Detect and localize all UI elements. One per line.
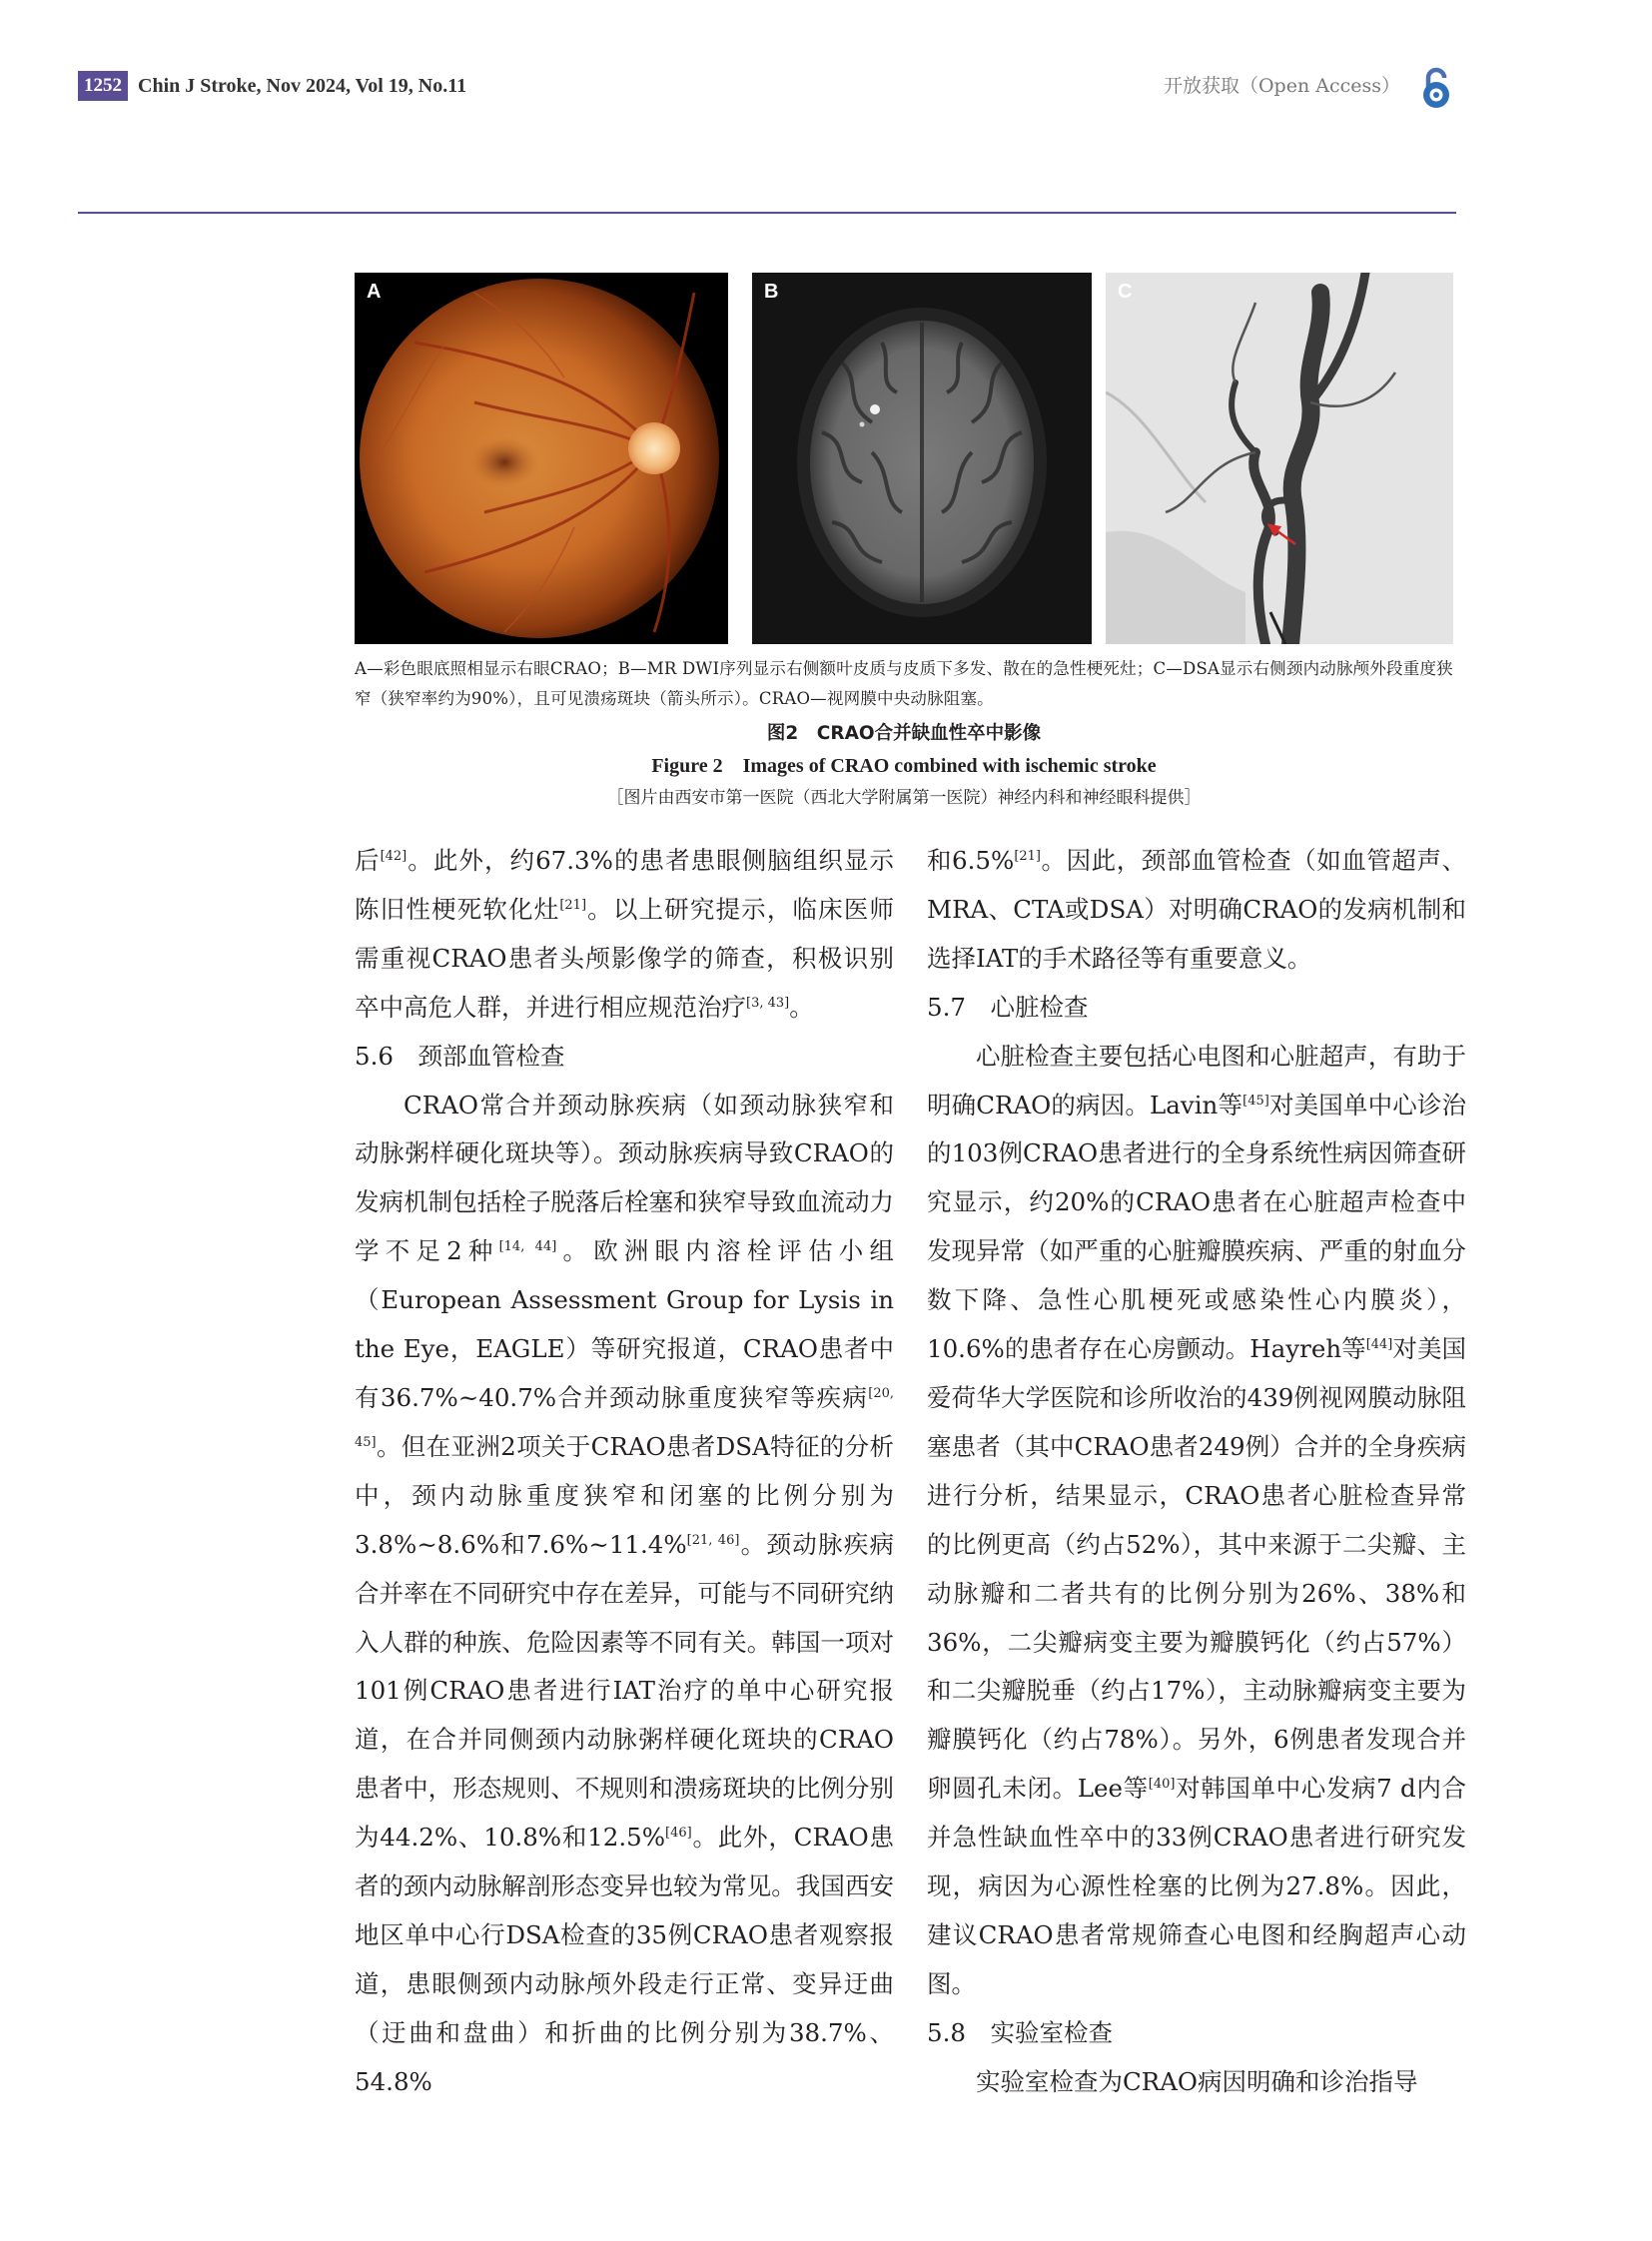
citation: [42] bbox=[380, 849, 408, 864]
paragraph: 后[42]。此外，约67.3%的患者患眼侧脑组织显示陈旧性梗死软化灶[21]。以上研究提示，临床医师需重视CRAO患者头颅影像学的筛查，积极识别卒中高危人群，并进行相应规范治疗[3, 43]。 bbox=[355, 846, 895, 1022]
citation: [20, 45] bbox=[355, 1385, 894, 1450]
paragraph: CRAO常合并颈动脉疾病（如颈动脉狭窄和动脉粥样硬化斑块等）。颈动脉疾病导致CRAO的发病机制包括栓子脱落后栓塞和狭窄导致血流动力学不足2种[14, 44]。欧洲眼内溶栓评估小组（European Assessment Group for Lysis in the Eye，EAGLE）等研究报道，CRAO患者中有36.7%~40.7%合并颈动脉重度狭窄等疾病[20, 45]。但在亚洲2项关于CRAO患者DSA特征的分析中，颈内动脉重度狭窄和闭塞的比例分别为3.8%~8.6%和7.6%~11.4%[21, 46]。颈动脉疾病合并率在不同研究中存在差异，可能与不同研究纳入人群的种族、危险因素等不同有关。韩国一项对101例CRAO患者进行IAT治疗的单中心研究报道，在合并同侧颈内动脉粥样硬化斑块的CRAO患者中，形态规则、不规则和溃疡斑块的比例分别为44.2%、10.8%和12.5%[46]。此外，CRAO患者的颈内动脉解剖形态变异也较为常见。我国西安地区单中心行DSA检查的35例CRAO患者观察报道，患眼侧颈内动脉颅外段走行正常、变异迂曲（迂曲和盘曲）和折曲的比例分别为38.7%、54.8% bbox=[355, 1090, 895, 2096]
citation: [45] bbox=[1242, 1093, 1269, 1109]
figure-title-cn: 图2 CRAO合并缺血性卒中影像 bbox=[766, 723, 1042, 744]
citation: [40] bbox=[1148, 1777, 1176, 1793]
page-number: 1252 bbox=[78, 71, 128, 101]
citation: [14, 44] bbox=[498, 1239, 557, 1255]
citation: [46] bbox=[665, 1826, 692, 1842]
figure-2 bbox=[355, 273, 1453, 644]
open-access-icon bbox=[1416, 66, 1456, 110]
paragraph: 实验室检查为CRAO病因明确和诊治指导 bbox=[976, 2066, 1418, 2096]
paragraph: 心脏检查主要包括心电图和心脏超声，有助于明确CRAO的病因。Lavin等[45]对美国单中心诊治的103例CRAO患者进行的全身系统性病因筛查研究显示，约20%的CRAO患者在心脏超声检查中发现异常（如严重的心脏瓣膜疾病、严重的射血分数下降、急性心肌梗死或感染性心内膜炎），10.6%的患者存在心房颤动。Hayreh等[44]对美国爱荷华大学医院和诊所收治的439例视网膜动脉阻塞患者（其中CRAO患者249例）合并的全身疾病进行分析，结果显示，CRAO患者心脏检查异常的比例更高（约占52%），其中来源于二尖瓣、主动脉瓣和二者共有的比例分别为26%、38%和36%，二尖瓣病变主要为瓣膜钙化（约占57%）和二尖瓣脱垂（约占17%），主动脉瓣病变主要为瓣膜钙化（约占78%）。另外，6例患者发现合并卵圆孔未闭。Lee等[40]对韩国单中心发病7 d内合并急性缺血性卒中的33例CRAO患者进行研究发现，病因为心源性栓塞的比例为27.8%。因此，建议CRAO患者常规筛查心电图和经胸超声心动图。 bbox=[927, 1041, 1467, 1998]
header-divider bbox=[78, 212, 1456, 214]
figure-title-en: Figure 2 Images of CRAO combined with ischemic stroke bbox=[651, 755, 1157, 777]
panel-c-dsa-image bbox=[1106, 273, 1453, 644]
right-text-column bbox=[927, 837, 1466, 2107]
panel-a-label: A bbox=[367, 281, 382, 303]
panel-b-mri-image bbox=[752, 273, 1092, 644]
journal-citation: Chin J Stroke, Nov 2024, Vol 19, No.11 bbox=[138, 75, 467, 97]
left-text-column bbox=[355, 837, 894, 2107]
citation: [21] bbox=[559, 897, 587, 913]
panel-b-label: B bbox=[764, 281, 779, 303]
section-heading-5-6: 5.6 颈部血管检查 bbox=[355, 1041, 565, 1071]
citation: [3, 43] bbox=[746, 995, 790, 1011]
figure-legend: A—彩色眼底照相显示右眼CRAO；B—MR DWI序列显示右侧额叶皮质与皮质下多发、散在的急性梗死灶；C—DSA显示右侧颈内动脉颅外段重度狭窄（狭窄率约为90%），且可见溃疡斑块（箭头所示）。CRAO—视网膜中央动脉阻塞。 bbox=[355, 659, 1453, 708]
paragraph: 和6.5%[21]。因此，颈部血管检查（如血管超声、MRA、CTA或DSA）对明确CRAO的发病机制和选择IAT的手术路径等有重要意义。 bbox=[927, 846, 1467, 973]
open-access-label: 开放获取（Open Access） bbox=[1163, 75, 1400, 97]
citation: [44] bbox=[1365, 1337, 1393, 1353]
section-heading-5-7: 5.7 心脏检查 bbox=[927, 992, 1089, 1022]
figure-credit: ［图片由西安市第一医院（西北大学附属第一医院）神经内科和神经眼科提供］ bbox=[606, 788, 1202, 808]
citation: [21] bbox=[1014, 849, 1041, 864]
panel-a-fundus-image bbox=[355, 273, 728, 644]
running-header bbox=[78, 66, 1456, 110]
section-heading-5-8: 5.8 实验室检查 bbox=[927, 2017, 1113, 2047]
panel-c-label: C bbox=[1118, 281, 1133, 303]
citation: [21, 46] bbox=[686, 1532, 740, 1548]
